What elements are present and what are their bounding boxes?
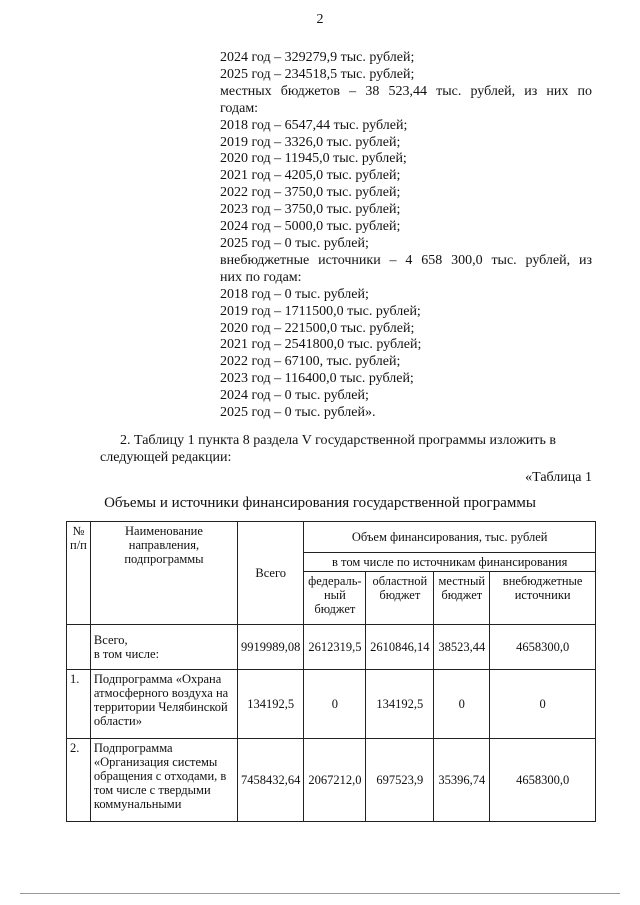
list-line: 2025 год – 234518,5 тыс. рублей; — [220, 66, 415, 82]
list-line: 2019 год – 3326,0 тыс. рублей; — [220, 134, 401, 150]
list-line: 2024 год – 329279,9 тыс. рублей; — [220, 50, 415, 65]
list-line: 2025 год – 0 тыс. рублей; — [220, 235, 369, 251]
cell-name: Подпрограмма «Организация системы обращения с отходами, в том числе с твердыми коммунальными — [90, 739, 237, 822]
header-by-source: в том числе по источникам финансирования — [304, 553, 596, 572]
funding-by-year-list — [220, 50, 592, 422]
cell-federal: 2612319,5 — [304, 625, 366, 670]
header-extra: внебюджетные источники — [490, 572, 596, 625]
page-number: 2 — [316, 12, 324, 27]
funding-table — [66, 521, 596, 822]
cell-local: 0 — [434, 670, 490, 739]
list-line: 2022 год – 3750,0 тыс. рублей; — [220, 185, 401, 201]
cell-total: 7458432,64 — [238, 739, 304, 822]
cell-total: 134192,5 — [238, 670, 304, 739]
cell-name: Подпрограмма «Охрана атмосферного воздуха на территории Челябинской области» — [90, 670, 237, 739]
cell-federal: 2067212,0 — [304, 739, 366, 822]
list-line: 2018 год – 6547,44 тыс. рублей; — [220, 117, 408, 133]
header-regional: областной бюджет — [366, 572, 434, 625]
header-num: № п/п — [67, 522, 91, 625]
header-name: Наименование направления, подпрограммы — [90, 522, 237, 625]
list-line: внебюджетные источники – 4 658 300,0 тыс. рублей, из — [220, 252, 592, 268]
list-line: 2023 год – 3750,0 тыс. рублей; — [220, 202, 401, 218]
header-local: местный бюджет — [434, 572, 490, 625]
list-line: 2024 год – 5000,0 тыс. рублей; — [220, 219, 401, 235]
list-line: 2021 год – 4205,0 тыс. рублей; — [220, 168, 401, 184]
list-line: них по годам: — [220, 269, 302, 285]
table-header-row — [67, 522, 596, 553]
list-line: 2023 год – 116400,0 тыс. рублей; — [220, 371, 414, 387]
list-line: годам: — [220, 100, 259, 116]
list-line: местных бюджетов – 38 523,44 тыс. рублей, из них по — [220, 83, 592, 99]
list-line: 2024 год – 0 тыс. рублей; — [220, 388, 369, 404]
list-line: 2021 год – 2541800,0 тыс. рублей; — [220, 337, 422, 353]
cell-num: 1. — [67, 670, 91, 739]
cell-local: 38523,44 — [434, 625, 490, 670]
amendment-paragraph-cont: следующей редакции: — [100, 450, 232, 465]
cell-regional: 134192,5 — [366, 670, 434, 739]
list-line: 2018 год – 0 тыс. рублей; — [220, 286, 369, 302]
list-line: 2022 год – 67100, тыс. рублей; — [220, 354, 401, 370]
cell-num: 2. — [67, 739, 91, 822]
table-row — [67, 625, 596, 670]
cell-regional: 2610846,14 — [366, 625, 434, 670]
cell-extra: 4658300,0 — [490, 739, 596, 822]
cell-name: Всего, в том числе: — [90, 625, 237, 670]
cell-local: 35396,74 — [434, 739, 490, 822]
header-total: Всего — [238, 522, 304, 625]
cell-num — [67, 625, 91, 670]
cell-federal: 0 — [304, 670, 366, 739]
table-row — [67, 670, 596, 739]
table-row — [67, 739, 596, 822]
list-line: 2020 год – 11945,0 тыс. рублей; — [220, 151, 407, 167]
header-federal: федераль-ный бюджет — [304, 572, 366, 625]
cell-total: 9919989,08 — [238, 625, 304, 670]
table-reference: «Таблица 1 — [525, 470, 592, 485]
scan-edge-line — [20, 893, 620, 894]
cell-extra: 0 — [490, 670, 596, 739]
cell-regional: 697523,9 — [366, 739, 434, 822]
list-line: 2020 год – 221500,0 тыс. рублей; — [220, 320, 415, 336]
list-line: 2025 год – 0 тыс. рублей». — [220, 405, 376, 421]
table-title: Объемы и источники финансирования государственной программы — [104, 495, 536, 511]
header-volume: Объем финансирования, тыс. рублей — [304, 522, 596, 553]
cell-extra: 4658300,0 — [490, 625, 596, 670]
list-line: 2019 год – 1711500,0 тыс. рублей; — [220, 303, 421, 319]
amendment-paragraph: 2. Таблицу 1 пункта 8 раздела V государственной программы изложить в — [120, 433, 556, 448]
